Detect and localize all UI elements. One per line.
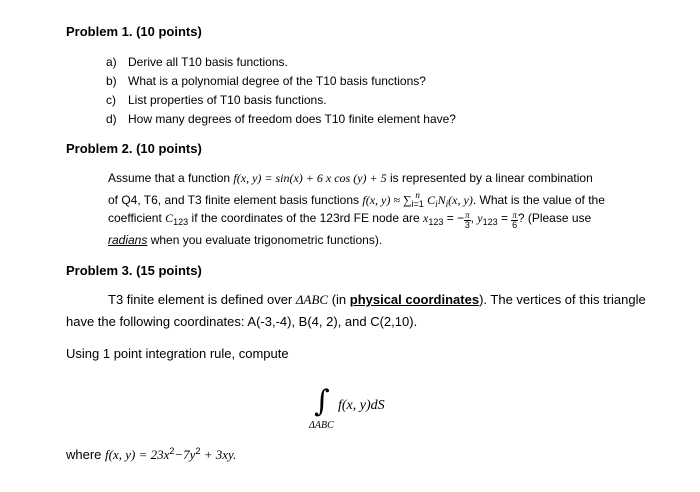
problem3-title: Problem 3. (15 points) — [66, 263, 202, 278]
sum-lower: i=1 — [411, 199, 424, 209]
item-text: How many degrees of freedom does T10 finite element have? — [128, 112, 456, 126]
sum-coef-sub: i — [435, 199, 438, 209]
item-label: a) — [106, 55, 117, 69]
y-den: 6 — [512, 220, 518, 230]
text-run: is represented by a linear combination — [386, 171, 593, 185]
text-run: where — [66, 447, 106, 462]
where-clause — [66, 446, 236, 463]
where-expr-c: + 3xy. — [200, 447, 237, 462]
text-run: T3 finite element is defined over — [108, 292, 296, 307]
item-label: b) — [106, 74, 117, 88]
where-expr-b: −7y — [174, 447, 196, 462]
sum-coef: C — [427, 193, 436, 207]
problem2-line1 — [108, 171, 593, 186]
x-num: π — [465, 210, 470, 220]
y-eq: = — [497, 211, 512, 225]
text-run: if the coordinates of the 123rd FE node are — [188, 211, 424, 225]
text-run: Assume that a function — [108, 171, 234, 185]
separator: , — [470, 211, 478, 225]
text-run: coefficient — [108, 211, 166, 225]
problem1-item-c — [106, 93, 327, 107]
integral-symbol: ∫ — [314, 384, 330, 419]
x-eq: = − — [443, 211, 465, 225]
problem1-item-d — [106, 112, 456, 126]
item-text: Derive all T10 basis functions. — [128, 55, 288, 69]
y-var: y — [477, 211, 483, 225]
triangle-name: ΔABC — [295, 292, 329, 307]
y-num: π — [512, 210, 517, 220]
coefficient-sub: 123 — [173, 217, 189, 227]
function-definition: f(x, y) = sin(x) + 6 x cos (y) + 5 — [233, 171, 387, 185]
problem3-line2: have the following coordinates: A(-3,-4), B(4, 2), and C(2,10). — [66, 314, 418, 329]
problem3-instruction: Using 1 point integration rule, compute — [66, 346, 289, 361]
sum-upper: n — [415, 190, 420, 200]
integral-domain: ΔABC — [309, 420, 334, 431]
item-label: d) — [106, 112, 117, 126]
sum-basis-sub: i — [445, 199, 449, 209]
y-sub: 123 — [482, 217, 498, 227]
emphasis-radians: radians — [108, 233, 148, 247]
problem2-title: Problem 2. (10 points) — [66, 141, 202, 156]
problem1-title: Problem 1. (10 points) — [66, 24, 202, 39]
x-den: 3 — [464, 220, 470, 230]
problem1-item-b — [106, 74, 426, 88]
x-var: x — [423, 211, 429, 225]
approximation: f(x, y) ≈ ∑ — [362, 193, 412, 207]
where-sup1: 2 — [169, 446, 175, 456]
text-run: ? (Please use — [517, 211, 592, 225]
problem2-line4 — [108, 233, 382, 247]
text-run: . What is the value of the — [472, 193, 605, 207]
item-label: c) — [106, 93, 116, 107]
emphasis-physical-coordinates: physical coordinates — [349, 292, 480, 307]
where-expr-a: f(x, y) = 23x — [105, 447, 170, 462]
problem3-line1 — [108, 292, 646, 308]
sum-args: (x, y) — [448, 193, 473, 207]
text-run: (in — [328, 292, 350, 307]
sum-basis: N — [437, 193, 446, 207]
item-text: List properties of T10 basis functions. — [128, 93, 327, 107]
problem2-line3 — [108, 211, 591, 230]
x-sub: 123 — [428, 217, 444, 227]
text-run: when you evaluate trigonometric functions). — [147, 233, 383, 247]
item-text: What is a polynomial degree of the T10 basis functions? — [128, 74, 426, 88]
where-sup2: 2 — [195, 446, 201, 456]
text-run: ). The vertices of this triangle — [479, 292, 646, 307]
sum-limits — [412, 191, 424, 209]
problem2-line2 — [108, 191, 605, 209]
integrand: f(x, y)dS — [338, 398, 385, 413]
coefficient: C — [165, 211, 174, 225]
text-run: of Q4, T6, and T3 finite element basis functions — [108, 193, 363, 207]
problem1-item-a — [106, 55, 288, 69]
